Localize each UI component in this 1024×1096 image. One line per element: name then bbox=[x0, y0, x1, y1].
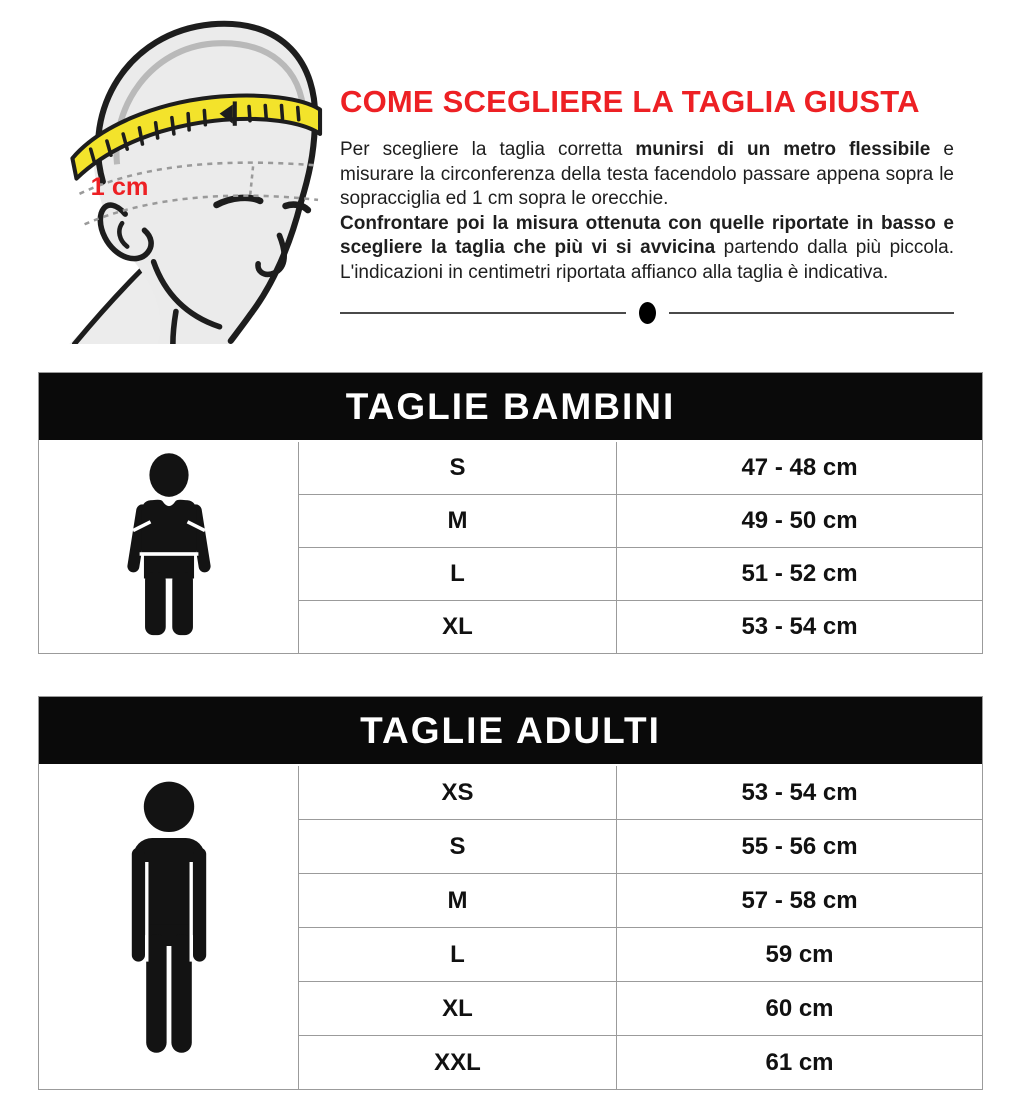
size-value: 53 - 54 cm bbox=[617, 600, 982, 653]
size-label: S bbox=[299, 819, 617, 873]
divider-line-right bbox=[669, 312, 955, 314]
size-label: XXL bbox=[299, 1035, 617, 1089]
size-label: XL bbox=[299, 981, 617, 1035]
size-value: 53 - 54 cm bbox=[741, 778, 858, 806]
kids-sizes-table bbox=[39, 442, 982, 653]
size-value: 57 - 58 cm bbox=[617, 873, 982, 927]
size-value: 49 - 50 cm bbox=[617, 494, 982, 547]
size-label: L bbox=[299, 547, 617, 600]
adult-sizes-section bbox=[38, 696, 983, 1090]
divider-dot bbox=[639, 302, 656, 324]
size-value: 51 - 52 cm bbox=[617, 547, 982, 600]
child-icon bbox=[39, 442, 299, 653]
size-label: XS bbox=[299, 766, 617, 819]
size-label: XL bbox=[299, 600, 617, 653]
size-value: 60 cm bbox=[617, 981, 982, 1035]
kids-sizes-header: TAGLIE BAMBINI bbox=[39, 373, 982, 442]
page-title: COME SCEGLIERE LA TAGLIA GIUSTA bbox=[340, 84, 920, 119]
head-measuring-tape-illustration bbox=[22, 0, 340, 349]
head-measuring-tape-icon bbox=[22, 4, 340, 344]
intro-paragraph-1: Per scegliere la taglia corretta munirsi di un metro flessibile e misurare la circonferenza della testa facendolo passare appena sopra le sopracciglia ed 1 cm sopra le orecchie. bbox=[340, 139, 954, 209]
size-value: 61 cm bbox=[617, 1035, 982, 1089]
intro-paragraph-2: Confrontare poi la misura ottenuta con quelle riportate in basso e scegliere la taglia che più vi si avvicina partendo dalla più piccola. L'indicazioni in centimetri riportata affianco alla taglia è indicativa. bbox=[340, 212, 955, 283]
size-label: S bbox=[299, 442, 617, 494]
intro-section bbox=[22, 0, 954, 349]
size-value: 59 cm bbox=[617, 927, 982, 981]
adult-sizes-header: TAGLIE ADULTI bbox=[39, 697, 982, 766]
size-label: M bbox=[299, 873, 617, 927]
kids-sizes-section bbox=[38, 372, 983, 654]
divider-line-left bbox=[340, 312, 626, 314]
size-value: 47 - 48 cm bbox=[741, 454, 858, 481]
one-cm-label: 1 cm bbox=[90, 172, 149, 201]
size-value: 55 - 56 cm bbox=[617, 819, 982, 873]
section-divider bbox=[340, 302, 954, 324]
adult-sizes-table bbox=[39, 766, 982, 1089]
size-label: M bbox=[299, 494, 617, 547]
size-label: L bbox=[299, 927, 617, 981]
adult-icon bbox=[39, 766, 299, 1089]
